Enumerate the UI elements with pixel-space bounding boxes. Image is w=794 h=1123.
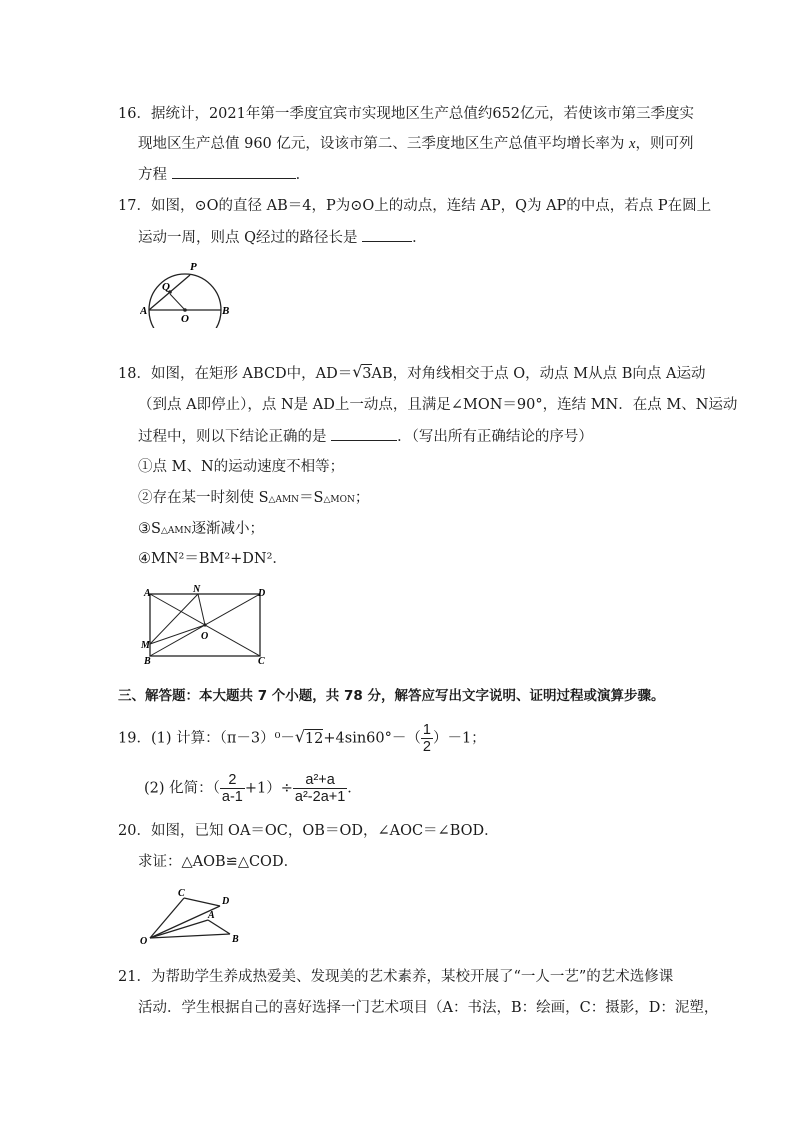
q17-label-a: A [140, 305, 148, 317]
q18-rectangle-figure [138, 584, 278, 668]
q18-line3-text: 过程中，则以下结论正确的是 [138, 429, 332, 445]
q18-label-m: M [141, 640, 150, 651]
q18-option-2-sub1: △AMN [268, 495, 300, 505]
section-3-heading: 三、解答题：本大题共 7 个小题，共 78 分，解答应写出文字说明、证明过程或演算步骤。 [118, 688, 665, 704]
q19-fraction-2-num: a²+a [293, 772, 347, 789]
q18-option-2 [138, 488, 369, 510]
q19-fraction-1-num: 2 [220, 772, 245, 789]
q18-option-2-sub2: △MON [323, 495, 355, 505]
q20-line2: 求证：△AOB≌△COD． [138, 854, 299, 870]
q19-part1 [118, 722, 486, 755]
q18-label-d: D [258, 588, 266, 599]
q19-part2-text-c: ． [347, 780, 362, 797]
q18-option-3 [138, 519, 264, 541]
q18-option-2-text: ②存在某一时刻使 S [138, 490, 269, 506]
q20-label-d: D [222, 896, 230, 907]
q18-label-o: O [201, 631, 209, 642]
q17-line1: 17．如图，⊙O的直径 AB＝4，P为⊙O上的动点，连结 AP，Q为 AP的中点，若点 P在圆上 [118, 198, 712, 214]
q18-line3 [138, 426, 593, 447]
q18-line1-text-b: AB，对角线相交于点 O，动点 M从点 B向点 A运动 [371, 366, 706, 382]
q18-label-c: C [258, 656, 265, 667]
q16-line1: 16．据统计，2021年第一季度宜宾市实现地区生产总值约652亿元，若使该市第三季度实 [118, 106, 695, 122]
q19-part1-text-a: 19．(1) 计算：（π－3）⁰－ [118, 730, 295, 747]
q20-label-a: A [208, 910, 215, 921]
q17-label-o: O [181, 313, 189, 325]
q19-sqrt: √ 12 [294, 726, 324, 747]
q19-fraction-num: 1 [422, 722, 431, 738]
q18-option-2-end: ； [354, 490, 370, 506]
q16-line2 [138, 134, 693, 154]
q20-label-c: C [178, 888, 185, 899]
q16-line3-text: 方程 [138, 167, 172, 183]
q19-part2-text-b: +1）÷ [244, 780, 293, 797]
q20-triangle-figure [138, 884, 258, 948]
q19-part1-text-b: +4sin60°－（ [323, 730, 421, 747]
q18-sqrt: √ 3 [352, 362, 372, 382]
q19-part2-text-a: (2) 化简：（ [144, 780, 220, 797]
q18-line1-text-a: 18．如图，在矩形 ABCD中，AD＝ [118, 366, 353, 382]
q18-label-b: B [144, 656, 151, 667]
q20-label-o: O [140, 936, 148, 947]
q17-circle-figure [140, 258, 240, 328]
q18-option-3-text-b: 逐渐减小； [191, 521, 264, 537]
q19-sqrt-value: 12 [304, 730, 324, 747]
q17-line2-text: 运动一周，则点 Q经过的路径长是 [138, 230, 363, 246]
q18-option-4: ④MN²＝BM²+DN²． [138, 551, 287, 567]
q17-answer-blank [362, 227, 412, 242]
q18-line3-end: ．（写出所有正确结论的序号） [397, 429, 593, 445]
q16-line2-text-b: ，则可列 [635, 136, 694, 152]
q20-line1: 20．如图，已知 OA＝OC，OB＝OD，∠AOC＝∠BOD． [118, 823, 499, 839]
q19-fraction-den: 2 [422, 739, 431, 755]
q17-line2-end: ． [412, 230, 427, 246]
q17-label-q: Q [162, 281, 170, 293]
q16-line3 [138, 164, 310, 185]
q18-option-2-eq: ＝S [299, 490, 324, 506]
q19-part1-text-c: ）－1； [432, 730, 486, 747]
q18-line2: （到点 A即停止），点 N是 AD上一动点，且满足∠MON＝90°，连结 MN．在点 M、N运动 [138, 397, 738, 413]
q21-line2: 活动．学生根据自己的喜好选择一门艺术项目（A：书法，B：绘画，C：摄影，D：泥塑， [138, 1000, 719, 1016]
q19-fraction-1-den: a-1 [221, 789, 243, 805]
q19-fraction-2 [293, 772, 347, 805]
q21-line1: 21．为帮助学生养成热爱美、发现美的艺术素养，某校开展了“一人一艺”的艺术选修课 [118, 969, 674, 985]
q18-label-n: N [193, 584, 201, 595]
q16-line2-text-a: 现地区生产总值 960 亿元，设该市第二、三季度地区生产总值平均增长率为 [138, 136, 630, 152]
q19-fraction-half [421, 722, 433, 755]
q18-sqrt-value: 3 [362, 366, 372, 382]
q18-answer-blank [331, 426, 397, 441]
q18-option-1: ①点 M、N的运动速度不相等； [138, 459, 345, 475]
q16-variable-x: x [629, 136, 636, 152]
q18-label-a: A [144, 588, 151, 599]
q18-option-3-text: ③S [138, 521, 161, 537]
q16-answer-blank [172, 164, 296, 179]
q16-line3-end: ． [295, 167, 311, 183]
q17-label-p: P [190, 261, 197, 273]
q20-label-b: B [232, 934, 239, 945]
q19-fraction-1 [220, 772, 245, 805]
q18-option-3-sub: △AMN [160, 526, 192, 536]
q18-line1 [118, 364, 705, 384]
q19-fraction-2-den: a²-2a+1 [294, 789, 346, 805]
q19-part2 [144, 772, 362, 805]
q17-line2 [138, 227, 427, 248]
q17-label-b: B [222, 305, 230, 317]
